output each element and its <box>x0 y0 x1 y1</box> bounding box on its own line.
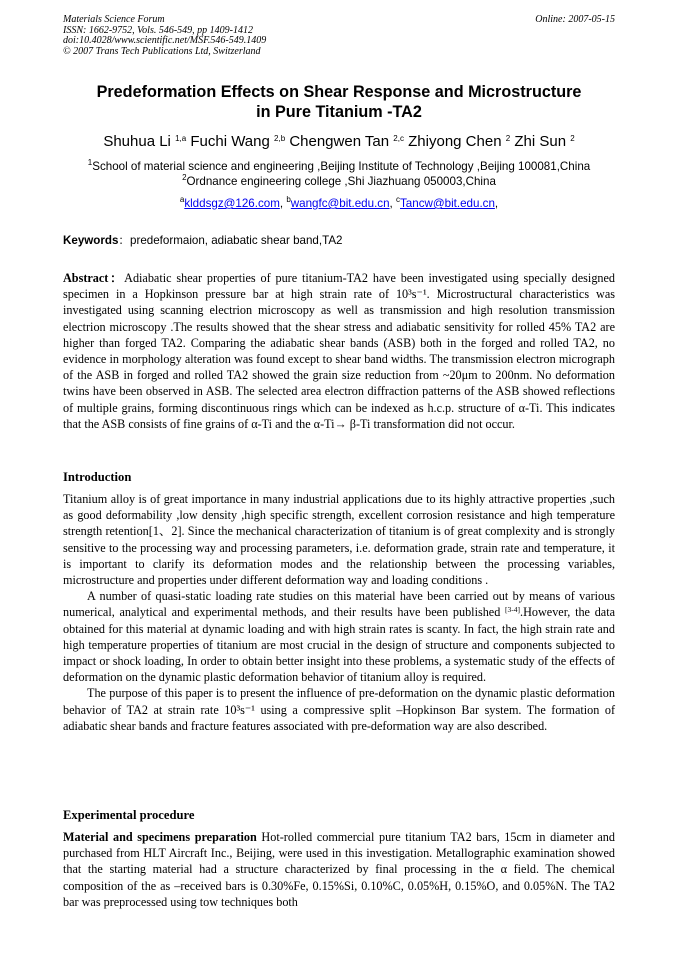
keywords-separator: ： <box>118 234 131 247</box>
author-superscript: 2,b <box>274 134 286 144</box>
email-link[interactable]: wangfc@bit.edu.cn <box>290 197 390 210</box>
affiliation-superscript: 1 <box>87 158 93 168</box>
author-name: Zhiyong Chen <box>408 133 502 150</box>
author-superscript: 1,a <box>175 134 187 144</box>
online-date: Online: 2007-05-15 <box>535 14 615 25</box>
doi-line: doi:10.4028/www.scientific.net/MSF.546-549.1409 <box>63 35 267 46</box>
introduction-paragraph-3: The purpose of this paper is to present the influence of pre-deformation on the dynamic plastic deformation behavior of TA2 at strain rate 10³s⁻¹ using a compressive split –Hopkinson Bar system. The formation of adiabatic shear bands and fracture features associated with pre-deformation way are also described. <box>63 686 615 733</box>
paper-title <box>40 82 638 122</box>
journal-header <box>63 15 266 57</box>
copyright-line: © 2007 Trans Tech Publications Ltd, Switzerland <box>63 45 261 57</box>
abstract-separator: ： <box>108 271 125 285</box>
subsection-heading: Material and specimens preparation <box>63 830 257 844</box>
experimental-heading: Experimental procedure <box>63 808 195 822</box>
author-list <box>30 132 648 152</box>
author-superscript: 2 <box>505 134 511 144</box>
author-name: Chengwen Tan <box>289 133 390 150</box>
email-list: $^a$klddsgz@126.com, $^b$wangfc@bit.edu.cn, $^c$Tancw@bit.edu.cn, <box>179 195 499 210</box>
email-link[interactable]: klddsgz@126.com <box>184 197 280 210</box>
email-superscript: b <box>286 195 291 205</box>
affiliation-1 <box>30 160 648 174</box>
paragraph-text: .However, the data obtained for this material at dynamic loading and with high strain rates is scanty. In fact, the high strain rate and high temperature properties of titanium are most crucial in the design of structure and components subjected to impact or shock loading, In order to obtain better insight into these problems, a systematic study of the effects of deformation on the dynamic plastic deformation behavior of titanium alloy is required. <box>63 605 615 685</box>
email-link[interactable]: Tancw@bit.edu.cn <box>400 197 495 210</box>
affiliation-text: Ordnance engineering college ,Shi Jiazhuang 050003,China <box>186 175 496 188</box>
experimental-body <box>63 829 615 910</box>
abstract-text: Adiabatic shear properties of pure titanium-TA2 have been investigated using specially designed specimen in a Hopkinson pressure bar at high strain rate of 10³s⁻¹. Microstructural characteristics was investigated using scanning electrion microscopy as well as transmission and high resolution transmission electrion microscopy .The results showed that the shear stress and adiabatic sensitivity for rolled 45% TA2 are higher than forged TA2. Comparing the adiabatic shear bands (ASB) both in the forged and rolled TA2, no evidence in morphology alteration was found except to shear band widths. The transmission electron micrograph of the ASB in forged and rolled TA2 showed the grain size reduction from ~20μm to 200nm. No deformation twins have been observed in ASB. The selected area electron diffraction patterns of the ASB showed reflections of multiple grains, forming discontinuous rings which can be indexed as h.c.p. structure of α-Ti. This indicates that the ASB consists of fine grains of α-Ti and the α-Ti→ β-Ti transformation did not occur. <box>63 271 616 431</box>
abstract-label: Abstract <box>63 271 109 285</box>
experimental-text: Hot-rolled commercial pure titanium TA2 bars, 15cm in diameter and purchased from HLT Aircraft Inc., Beijing, were used in this investigation. Metallographic examination showed that the starting material had a structure characterized by final processing in the α field. The chemical composition of the as –received bars is 0.30%Fe, 0.15%Si, 0.10%C, 0.05%H, 0.15%O, and 0.05%N. The TA2 bar was preprocessed using tow techniques both <box>63 830 615 909</box>
paragraph-text: A number of quasi-static loading rate studies on this material have been carried out by means of various numerical, analytical and experimental methods, and their results have been published <box>63 589 615 620</box>
title-line-1: Predeformation Effects on Shear Response and Microstructure <box>96 83 582 101</box>
issn-line: ISSN: 1662-9752, Vols. 546-549, pp 1409-1412 <box>63 24 253 36</box>
introduction-body <box>63 491 615 734</box>
affiliation-superscript: 2 <box>182 173 187 183</box>
author-superscript: 2,c <box>393 134 404 144</box>
abstract <box>63 270 615 432</box>
keywords-text: predeformaion, adiabatic shear band,TA2 <box>130 234 343 247</box>
affiliation-2 <box>30 175 648 189</box>
introduction-paragraph-1: Titanium alloy is of great importance in many industrial applications due to its highly attractive properties ,such as good deformability ,low density ,high specific strength, excellent corrosion resistance and high temperature strength retention[1、2]. Since the mechanical characterization of titanium is of great complexity and is strongly sensitive to the processing way and processing parameters, i.e. deformation grade, strain rate and temperature, it is important to clarify its deformation modes and the relationship between the processing variables, microstructure and properties under different deformation way and loading conditions . <box>63 492 615 588</box>
author-name: Shuhua Li <box>103 133 171 150</box>
introduction-paragraph-2 <box>63 588 615 685</box>
email-superscript: a <box>179 195 185 205</box>
author-name: Zhi Sun <box>514 133 567 150</box>
citation-ref: [3-4] <box>505 605 521 615</box>
introduction-heading: Introduction <box>63 470 132 484</box>
email-superscript: c <box>396 195 400 205</box>
affiliation-text: School of material science and engineering ,Beijing Institute of Technology ,Beijing 100081,China <box>92 160 591 173</box>
keywords-label: Keywords <box>63 234 119 247</box>
author-name: Fuchi Wang <box>190 133 270 150</box>
journal-name: Materials Science Forum <box>63 14 165 25</box>
keywords <box>63 234 343 248</box>
title-line-2: in Pure Titanium -TA2 <box>256 103 422 121</box>
author-superscript: 2 <box>570 134 575 144</box>
